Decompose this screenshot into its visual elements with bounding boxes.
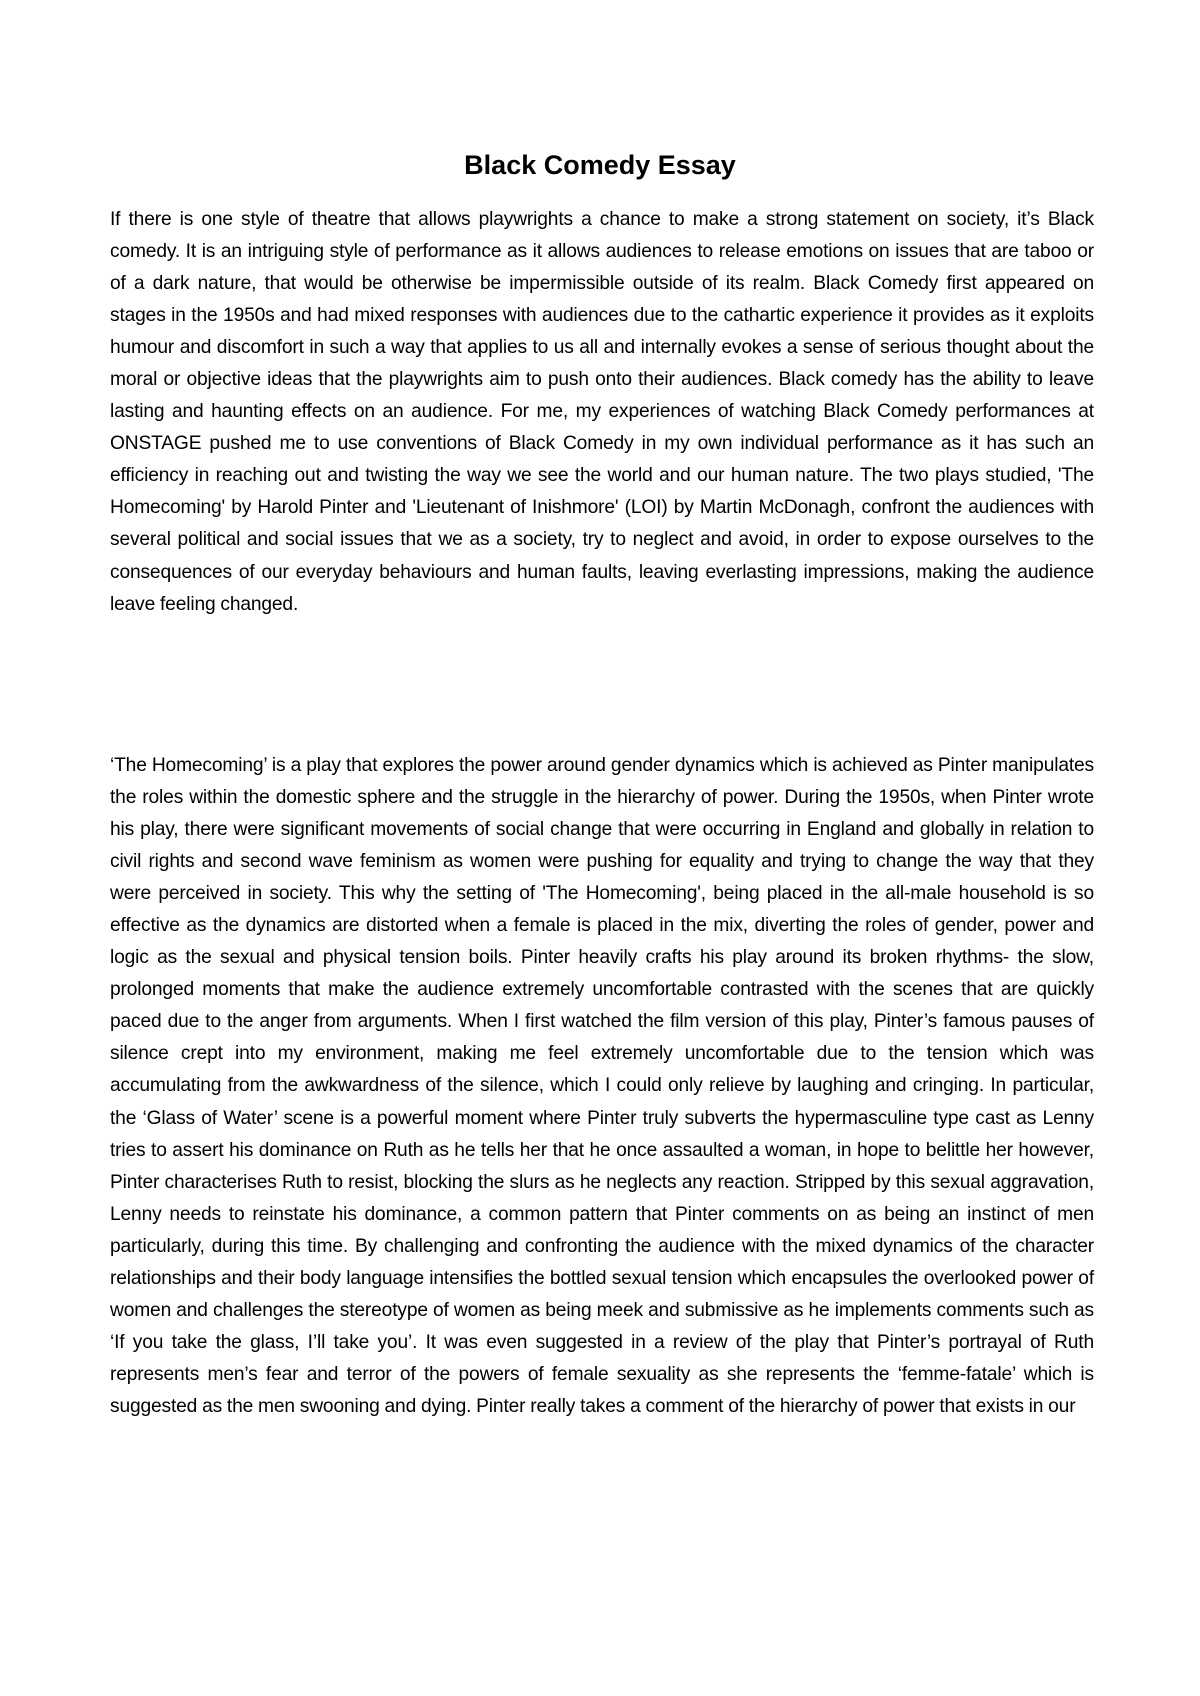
paragraph-introduction: If there is one style of theatre that allows playwrights a chance to make a strong statement on society, it’s Black comedy. It is an intriguing style of performance as it allows audiences to release emotions on issues that are taboo or of a dark nature, that would be otherwise be impermissible outside of its realm. Black Comedy first appeared on stages in the 1950s and had mixed responses with audiences due to the cathartic experience it provides as it exploits humour and discomfort in such a way that applies to us all and internally evokes a sense of serious thought about the moral or objective ideas that the playwrights aim to push onto their audiences. Black comedy has the ability to leave lasting and haunting effects on an audience. For me, my experiences of watching Black Comedy performances at ONSTAGE pushed me to use conventions of Black Comedy in my own individual performance as it has such an efficiency in reaching out and twisting the way we see the world and our human nature. The two plays studied, 'The Homecoming' by Harold Pinter and 'Lieutenant of Inishmore' (LOI) by Martin McDonagh, confront the audiences with several political and social issues that we as a society, try to neglect and avoid, in order to expose ourselves to the consequences of our everyday behaviours and human faults, leaving everlasting impressions, making the audience leave feeling changed. [110, 209, 1094, 615]
paragraph-homecoming: ‘The Homecoming’ is a play that explores the power around gender dynamics which is achieved as Pinter manipulates the roles within the domestic sphere and the struggle in the hierarchy of power. During the 1950s, when Pinter wrote his play, there were significant movements of social change that were occurring in England and globally in relation to civil rights and second wave feminism as women were pushing for equality and trying to change the way that they were perceived in society. This why the setting of 'The Homecoming', being placed in the all-male household is so effective as the dynamics are distorted when a female is placed in the mix, diverting the roles of gender, power and logic as the sexual and physical tension boils. Pinter heavily crafts his play around its broken rhythms- the slow, prolonged moments that make the audience extremely uncomfortable contrasted with the scenes that are quickly paced due to the anger from arguments. When I first watched the film version of this play, Pinter’s famous pauses of silence crept into my environment, making me feel extremely uncomfortable due to the tension which was accumulating from the awkwardness of the silence, which I could only relieve by laughing and cringing. In particular, the ‘Glass of Water’ scene is a powerful moment where Pinter truly subverts the hypermasculine type cast as Lenny tries to assert his dominance on Ruth as he tells her that he once assaulted a woman, in hope to belittle her however, Pinter characterises Ruth to resist, blocking the slurs as he neglects any reaction. Stripped by this sexual aggravation, Lenny needs to reinstate his dominance, a common pattern that Pinter comments on as being an instinct of men particularly, during this time. By challenging and confronting the audience with the mixed dynamics of the character relationships and their body language intensifies the bottled sexual tension which encapsules the overlooked power of women and challenges the stereotype of women as being meek and submissive as he implements comments such as ‘If you take the glass, I’ll take you’. It was even suggested in a review of the play that Pinter’s portrayal of Ruth represents men’s fear and terror of the powers of female sexuality as she represents the ‘femme-fatale’ which is suggested as the men swooning and dying. Pinter really takes a comment of the hierarchy of power that exists in our [110, 755, 1094, 1417]
document-title: Black Comedy Essay [464, 150, 736, 180]
